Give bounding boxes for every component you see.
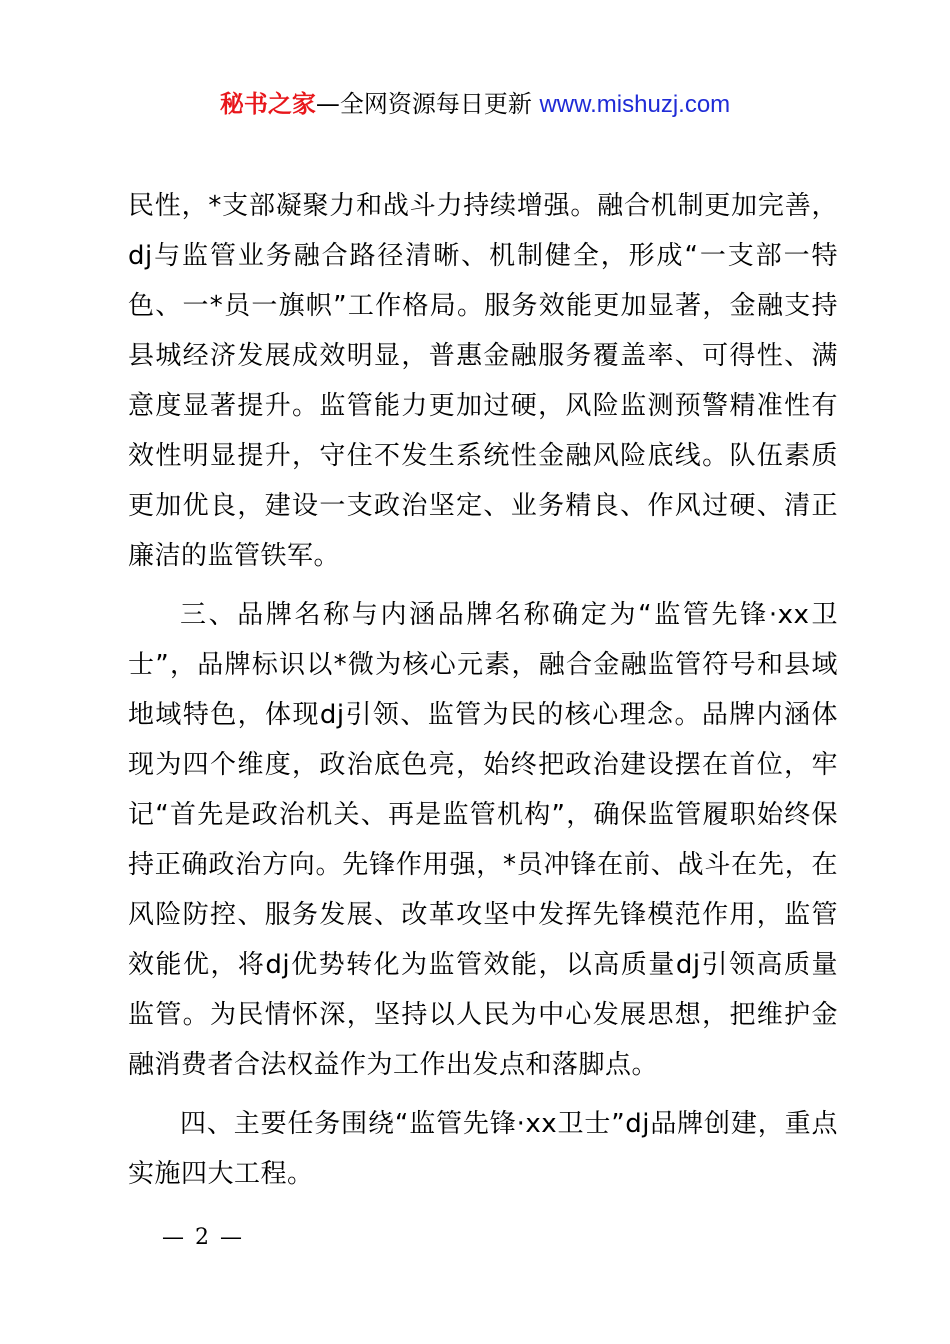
page-number: — 2 — [162, 1225, 244, 1250]
paragraph-main-tasks: 四、主要任务围绕“监管先锋·xx卫士”dj品牌创建，重点实施四大工程。 [128, 1109, 838, 1189]
site-tagline: —全网资源每日更新 [315, 90, 540, 118]
site-url-link[interactable]: www.mishuzj.com [539, 91, 731, 118]
site-header [0, 88, 950, 121]
paragraph-brand-name: 三、品牌名称与内涵品牌名称确定为“监管先锋·xx卫士”，品牌标识以*微为核心元素，融合金融监管符号和县域地域特色，体现dj引领、监管为民的核心理念。品牌内涵体现为四个维度，政治底色亮，始终把政治建设摆在首位，牢记“首先是政治机关、再是监管机构”，确保监管履职始终保持正确政治方向。先锋作用强，*员冲锋在前、战斗在先，在风险防控、服务发展、改革攻坚中发挥先锋模范作用，监管效能优，将dj优势转化为监管效能，以高质量dj引领高质量监管。为民情怀深，坚持以人民为中心发展思想，把维护金融消费者合法权益作为工作出发点和落脚点。 [128, 600, 838, 1080]
document-body [128, 181, 838, 1199]
paragraph-continuation: 民性，*支部凝聚力和战斗力持续增强。融合机制更加完善，dj与监管业务融合路径清晰、机制健全，形成“一支部一特色、一*员一旗帜”工作格局。服务效能更加显著，金融支持县城经济发展成效明显，普惠金融服务覆盖率、可得性、满意度显著提升。监管能力更加过硬，风险监测预警精准性有效性明显提升，守住不发生系统性金融风险底线。队伍素质更加优良，建设一支政治坚定、业务精良、作风过硬、清正廉洁的监管铁军。 [128, 191, 838, 571]
site-brand: 秘书之家 [219, 90, 316, 118]
